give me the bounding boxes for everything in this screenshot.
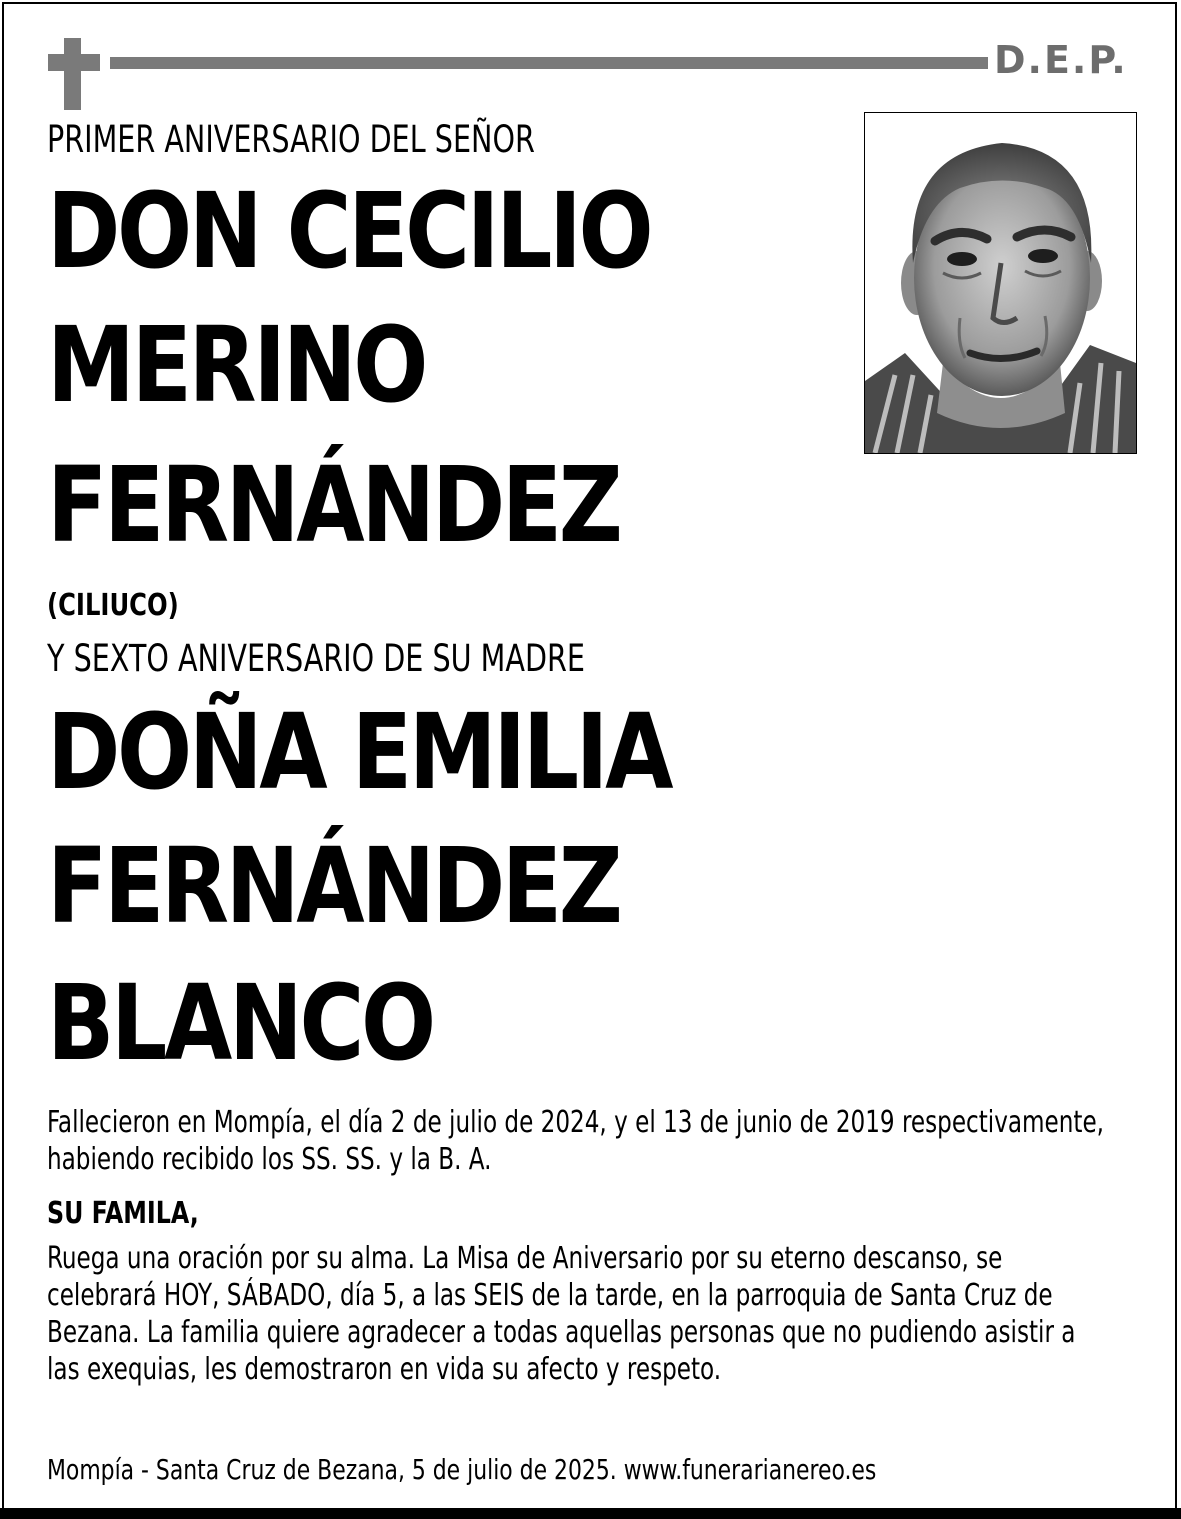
- second-intro: Y SEXTO ANIVERSARIO DE SU MADRE: [47, 637, 585, 680]
- footer-place-date-web: Mompía - Santa Cruz de Bezana, 5 de julio de 2025. www.funerarianereo.es: [47, 1453, 877, 1486]
- request-text: Ruega una oración por su alma. La Misa de Aniversario por su eterno descanso, se celebrará HOY, SÁBADO, día 5, a las SEIS de la tarde, en la parroquia de Santa Cruz de Bezana. La familia quiere agradecer a todas aquellas personas que no pudiendo asistir a las exequias, les demostraron en vida su afecto y respeto.: [47, 1241, 1076, 1387]
- portrait-photo: [864, 112, 1137, 454]
- first-intro: PRIMER ANIVERSARIO DEL SEÑOR: [47, 118, 535, 161]
- second-name-line-1: DOÑA EMILIA: [47, 691, 671, 813]
- family-label: SU FAMILA,: [47, 1196, 199, 1231]
- second-name-line-3: BLANCO: [47, 962, 433, 1084]
- death-text: Fallecieron en Mompía, el día 2 de julio de 2024, y el 13 de junio de 2019 respectivamente, habiendo recibido los SS. SS. y la B. A.: [47, 1105, 1105, 1177]
- first-name-line-2: MERINO: [47, 304, 426, 426]
- second-name-line-2: FERNÁNDEZ: [47, 825, 620, 947]
- bottom-rule: [0, 1508, 1181, 1519]
- first-alias: (CILIUCO): [47, 588, 179, 623]
- dep-label: D.E.P.: [994, 38, 1128, 82]
- first-name-line-1: DON CECILIO: [47, 170, 651, 292]
- portrait-illustration: [865, 113, 1136, 453]
- header-rule: [110, 57, 988, 69]
- first-name-line-3: FERNÁNDEZ: [47, 444, 620, 566]
